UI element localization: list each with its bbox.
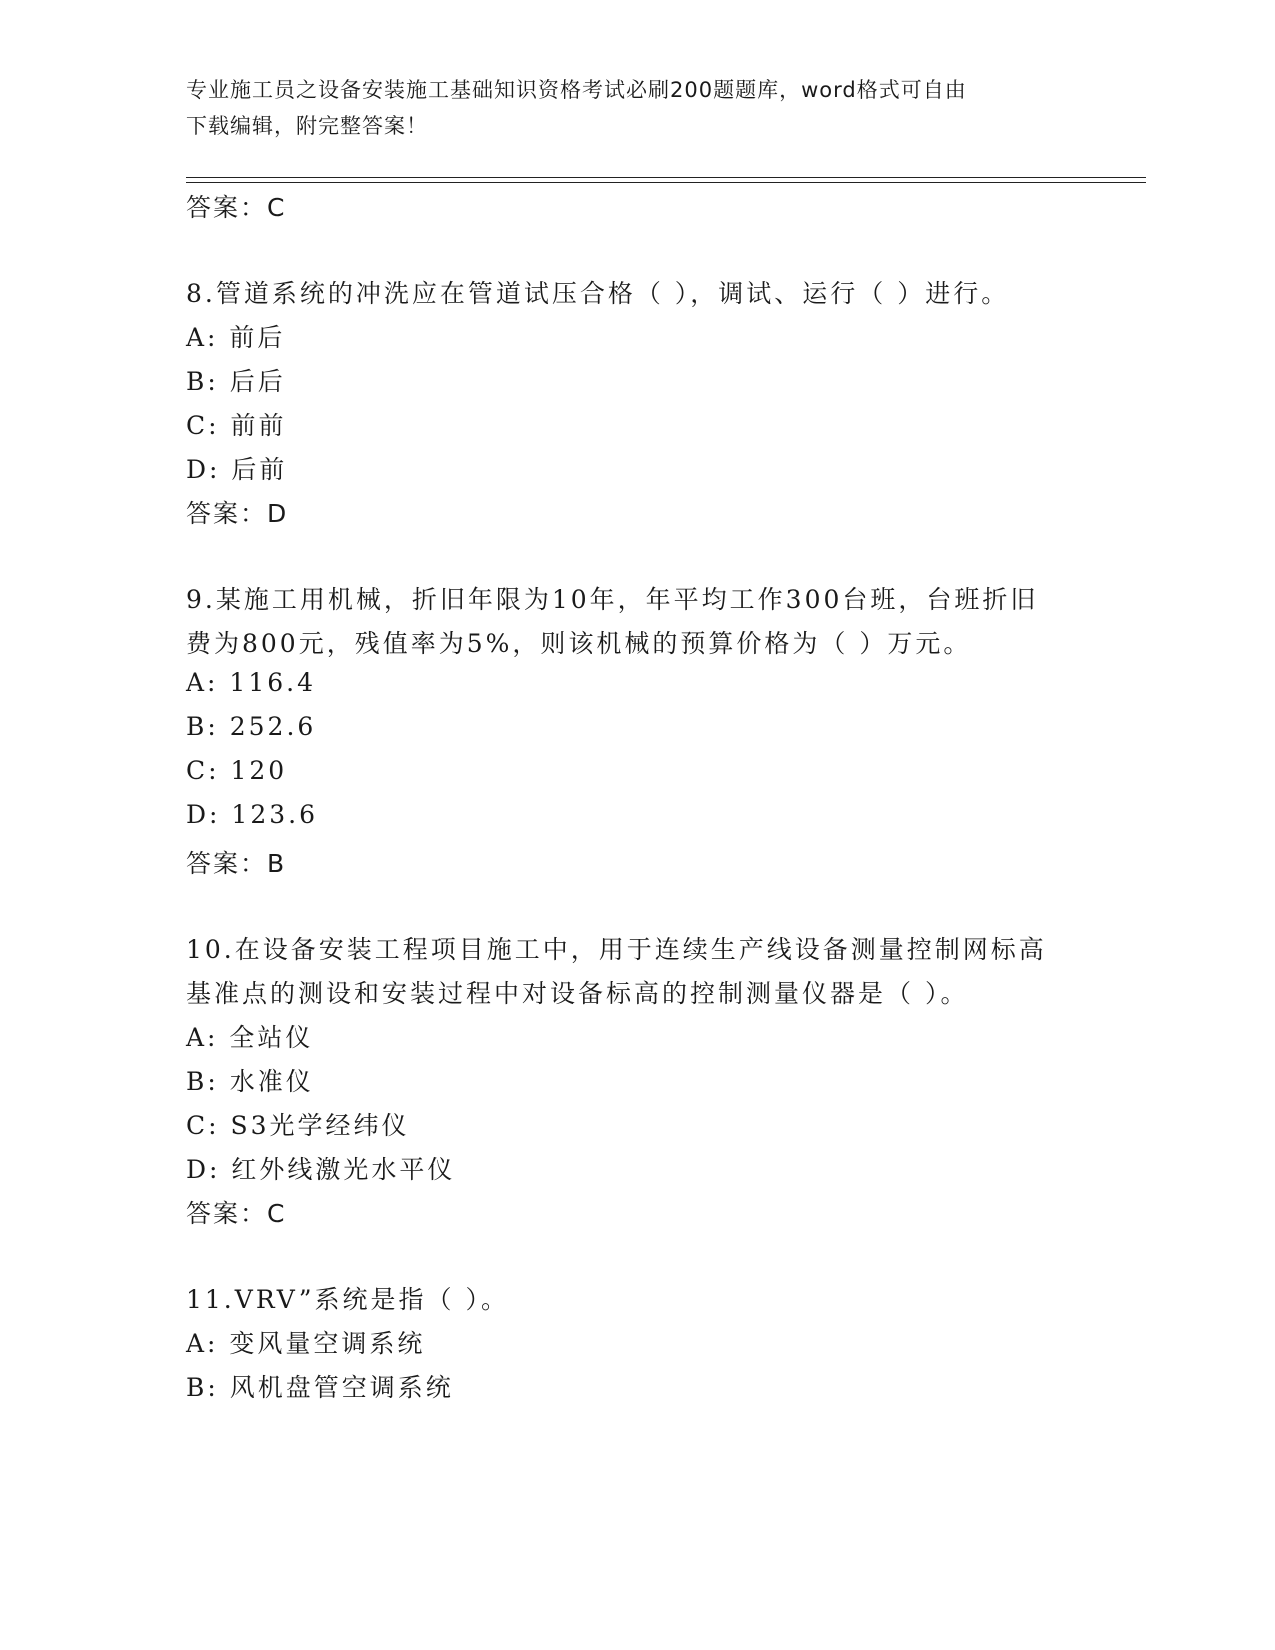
header-divider-top xyxy=(186,177,1146,178)
answer-q9: 答案：B xyxy=(186,849,287,878)
answer-q7: 答案：C xyxy=(186,193,287,222)
question-10-line-1: 10.在设备安装工程项目施工中，用于连续生产线设备测量控制网标高 xyxy=(186,935,1047,964)
q8-option-a: A: 前后 xyxy=(186,323,286,352)
question-11: 11.VRV”系统是指（ ）。 xyxy=(186,1285,509,1314)
answer-q10: 答案：C xyxy=(186,1199,287,1228)
q9-option-b: B: 252.6 xyxy=(186,712,317,741)
answer-q8: 答案：D xyxy=(186,499,289,528)
question-10-line-2: 基准点的测设和安装过程中对设备标高的控制测量仪器是（ ）。 xyxy=(186,979,969,1008)
q10-option-d: D: 红外线激光水平仪 xyxy=(186,1155,456,1184)
q10-option-c: C: S3光学经纬仪 xyxy=(186,1111,410,1140)
q11-option-a: A: 变风量空调系统 xyxy=(186,1329,426,1358)
question-9-line-2: 费为800元，残值率为5%，则该机械的预算价格为（ ）万元。 xyxy=(186,629,972,658)
document-header xyxy=(186,72,1086,144)
header-line-2: 下载编辑，附完整答案！ xyxy=(186,114,428,138)
q9-option-a: A: 116.4 xyxy=(186,668,316,697)
q10-option-a: A: 全站仪 xyxy=(186,1023,314,1052)
header-divider-bottom xyxy=(186,182,1146,183)
question-9-line-1: 9.某施工用机械，折旧年限为10年，年平均工作300台班，台班折旧 xyxy=(186,585,1039,614)
q8-option-b: B: 后后 xyxy=(186,367,286,396)
q9-option-d: D: 123.6 xyxy=(186,800,318,829)
q8-option-c: C: 前前 xyxy=(186,411,287,440)
q8-option-d: D: 后前 xyxy=(186,455,288,484)
q9-option-c: C: 120 xyxy=(186,756,288,785)
q11-option-b: B: 风机盘管空调系统 xyxy=(186,1373,454,1402)
header-line-1: 专业施工员之设备安装施工基础知识资格考试必刷200题题库，word格式可自由 xyxy=(186,78,967,102)
q10-option-b: B: 水准仪 xyxy=(186,1067,314,1096)
question-8: 8.管道系统的冲洗应在管道试压合格（ ），调试、运行（ ）进行。 xyxy=(186,279,1010,308)
